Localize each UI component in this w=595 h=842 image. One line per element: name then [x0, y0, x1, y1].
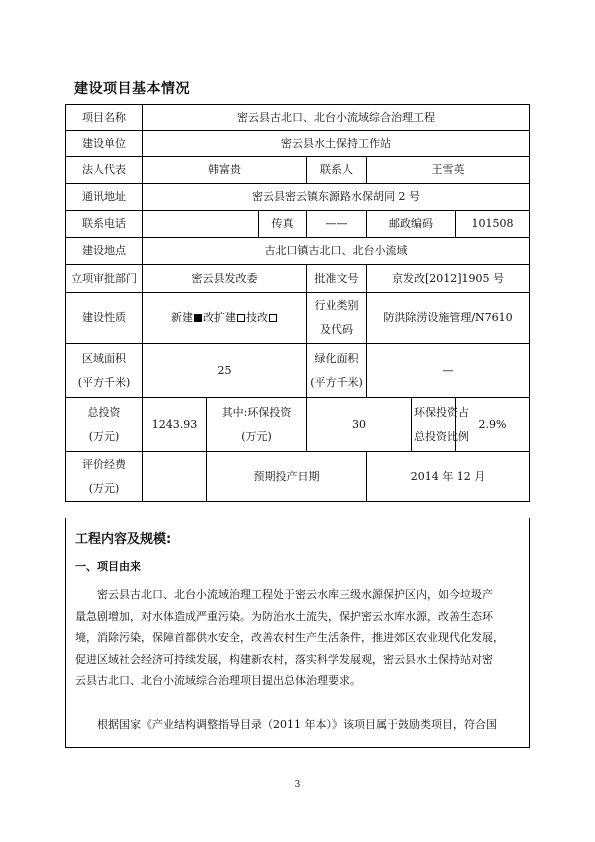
prod-date-label: 预期投产日期 — [207, 452, 367, 502]
para1-line: 密云县古北口、北台小流域治理工程处于密云水库三级水源保护区内，如今垃圾产 — [97, 588, 493, 601]
prod-date-value: 2014 年 12 月 — [367, 452, 530, 502]
area-label-line1: 区域面积 — [82, 351, 126, 365]
contact-value: 王雪英 — [367, 157, 530, 184]
para1-line: 云县古北口、北台小流域综合治理项目提出总体治理要求。 — [75, 674, 361, 687]
checkbox-empty-icon — [269, 314, 277, 322]
legal-rep-value: 韩富贵 — [143, 157, 307, 184]
project-name-value: 密云县古北口、北台小流域综合治理工程 — [143, 105, 530, 131]
env-invest-label-line2: (万元) — [241, 429, 272, 443]
industry-label-line2: 及代码 — [320, 323, 353, 336]
env-ratio-label-line1: 环保投资占 — [414, 405, 469, 419]
nature-value — [143, 293, 307, 344]
page-title: 建设项目基本情况 — [74, 81, 190, 97]
industry-label — [307, 293, 367, 344]
nature-expand-label: 改扩建 — [203, 311, 236, 324]
eval-fee-value — [143, 452, 207, 502]
nature-tech-label: 技改 — [246, 311, 268, 324]
para1-line: 促进区域社会经济可持续发展，构建新农村，落实科学发展观，密云县水土保持站对密 — [75, 652, 493, 666]
checkbox-empty-icon — [237, 314, 245, 322]
env-invest-label — [207, 398, 307, 452]
builder-label: 建设单位 — [66, 131, 143, 157]
phone-value — [143, 211, 259, 238]
area-label — [66, 344, 143, 398]
section-title: 工程内容及规模: — [75, 532, 172, 547]
nature-new-label: 新建 — [171, 311, 193, 324]
address-value: 密云县密云镇东源路水保胡同 2 号 — [143, 184, 530, 211]
env-invest-value: 30 — [307, 398, 412, 452]
fax-label: 传真 — [259, 211, 307, 238]
approval-dept-label: 立项审批部门 — [66, 265, 143, 293]
industry-value: 防洪除涝设施管理/N7610 — [367, 293, 530, 344]
approval-no-value: 京发改[2012]1905 号 — [367, 265, 530, 293]
industry-label-line1: 行业类别 — [314, 299, 359, 312]
para1-line: 量急剧增加，对水体造成严重污染。为防治水土流失，保护密云水库水源，改善生态环 — [75, 609, 493, 623]
green-value: — — [367, 344, 530, 398]
env-ratio-label-line2: 总投资比例 — [414, 429, 469, 443]
eval-fee-label — [66, 452, 143, 502]
env-ratio-value: 2.9% — [456, 398, 530, 452]
approval-no-label: 批准文号 — [307, 265, 367, 293]
checkbox-checked-icon — [194, 314, 202, 322]
address-label: 通讯地址 — [66, 184, 143, 211]
paragraph-1 — [75, 584, 520, 692]
builder-value: 密云县水土保持工作站 — [143, 131, 530, 157]
project-name-label: 项目名称 — [66, 105, 143, 131]
para1-line: 境，消除污染，保障首都供水安全，改善农村生产生活条件，推进郊区农业现代化发展， — [75, 631, 504, 644]
approval-dept-value: 密云县发改委 — [143, 265, 307, 293]
env-invest-label-line1: 其中:环保投资 — [221, 405, 292, 419]
postcode-value: 101508 — [456, 211, 530, 238]
nature-label: 建设性质 — [66, 293, 143, 344]
basic-info-table — [65, 104, 530, 502]
eval-fee-label-line1: 评价经费 — [82, 457, 126, 471]
page-number: 3 — [294, 780, 301, 790]
invest-label — [66, 398, 143, 452]
area-label-line2: (平方千米) — [77, 375, 131, 389]
legal-rep-label: 法人代表 — [66, 157, 143, 184]
invest-label-line2: (万元) — [88, 429, 120, 443]
paragraph-2: 根据国家《产业结构调整指导目录（2011 年本）》该项目属于鼓励类项目，符合国 — [97, 718, 497, 731]
env-ratio-label — [412, 398, 469, 452]
location-label: 建设地点 — [66, 238, 143, 265]
green-label — [307, 344, 367, 398]
phone-label: 联系电话 — [66, 211, 143, 238]
invest-label-line1: 总投资 — [87, 405, 121, 419]
fax-value: —— — [307, 211, 367, 238]
location-value: 古北口镇古北口、北台小流域 — [143, 238, 530, 265]
green-label-line1: 绿化面积 — [314, 351, 359, 365]
area-value: 25 — [143, 344, 307, 398]
sub-title: 一、项目由来 — [75, 560, 141, 573]
contact-label: 联系人 — [307, 157, 367, 184]
invest-value: 1243.93 — [143, 398, 207, 452]
eval-fee-label-line2: (万元) — [88, 481, 120, 495]
postcode-label: 邮政编码 — [367, 211, 456, 238]
green-label-line2: (平方千米) — [310, 375, 363, 389]
